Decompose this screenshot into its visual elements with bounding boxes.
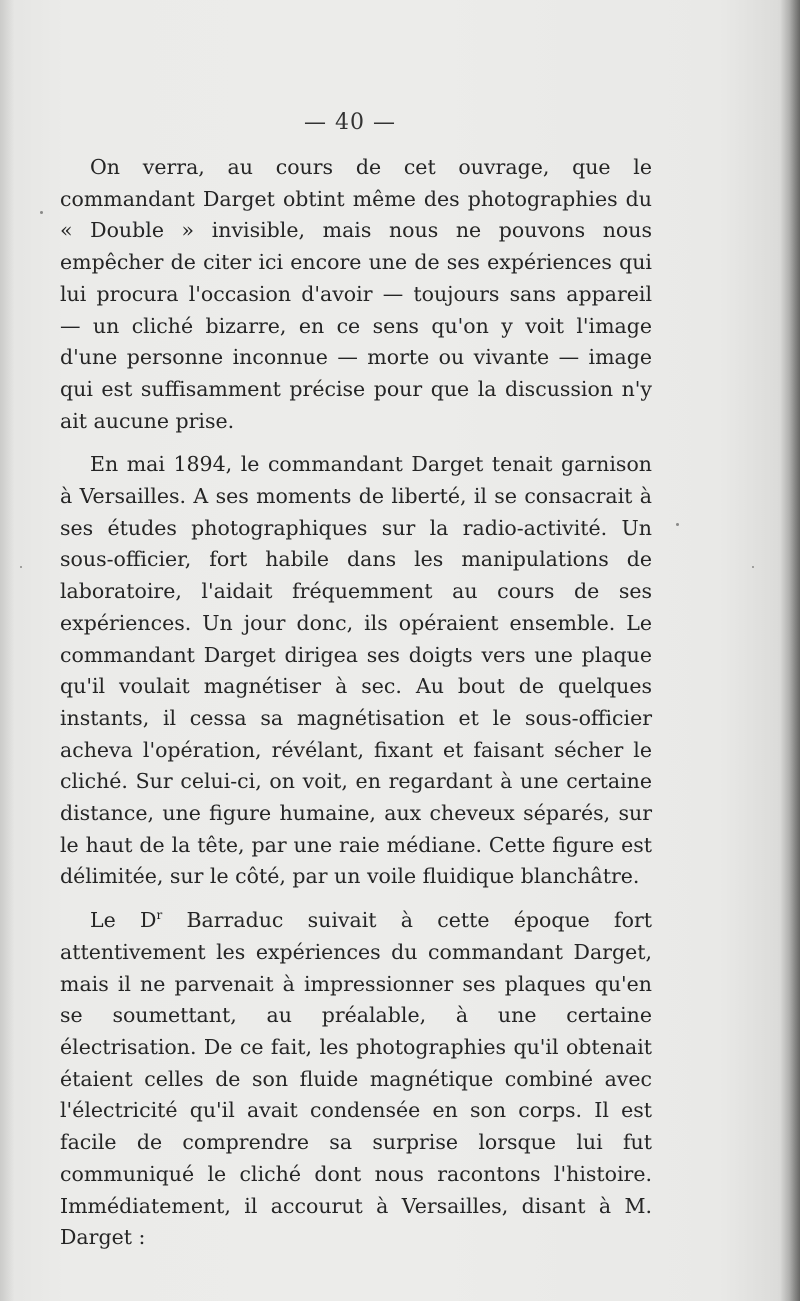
paragraph-3-prefix: Le D (90, 908, 157, 933)
paragraph-1: On verra, au cours de cet ouvrage, que le commandant Darget obtint même des photographies du « Double » invisible, mais nous ne pouvons nous empêcher de citer ici encore une de ses expériences qui lui procura l'occasion d'avoir — toujours sans appareil — un cliché bizarre, en ce sens qu'on y voit l'image d'une personne inconnue — morte ou vivante — image qui est suffisamment précise pour que la discussion n'y ait aucune prise. (60, 155, 652, 433)
scan-speck (752, 566, 754, 568)
paragraph-2: En mai 1894, le commandant Darget tenait garnison à Versailles. A ses moments de liberté, il se consacrait à ses études photographiques sur la radio-activité. Un sous-officier, fort habile dans les manipulations de laboratoire, l'aidait fréquemment au cours de ses expériences. Un jour donc, ils opéraient ensemble. Le commandant Darget dirigea ses doigts vers une plaque qu'il voulait magnétiser à sec. Au bout de quelques instants, il cessa sa magnétisation et le sous-officier acheva l'opération, révélant, fixant et faisant sécher le cliché. Sur celui-ci, on voit, en regardant à une certaine distance, une figure humaine, aux cheveux séparés, sur le haut de la tête, par une raie médiane. Cette figure est délimitée, sur le côté, par un voile fluidique blanchâtre. (60, 452, 652, 889)
scan-shadow-right (780, 0, 800, 1301)
page-number: — 40 — (304, 110, 396, 135)
scan-speck (676, 523, 679, 526)
scan-shadow-left (0, 0, 14, 1301)
scan-speck (40, 211, 43, 214)
paragraph-3 (60, 905, 652, 1254)
paragraph-3-text: Barraduc suivait à cette époque fort attentivement les expériences du commandant Darget, mais il ne parvenait à impressionner ses plaques qu'en se soumettant, au préalable, à une certaine électrisation. De ce fait, les photographies qu'il obtenait étaient celles de son fluide magnétique combiné avec l'électricité qu'il avait condensée en son corps. Il est facile de comprendre sa surprise lorsque lui fut communiqué le cliché dont nous racontons l'histoire. Immédiatement, il accourut à Versailles, disant à M. Darget : (60, 908, 653, 1250)
paragraph-3-superscript: r (156, 908, 163, 923)
scan-speck (20, 566, 22, 568)
body-text (60, 152, 652, 1254)
